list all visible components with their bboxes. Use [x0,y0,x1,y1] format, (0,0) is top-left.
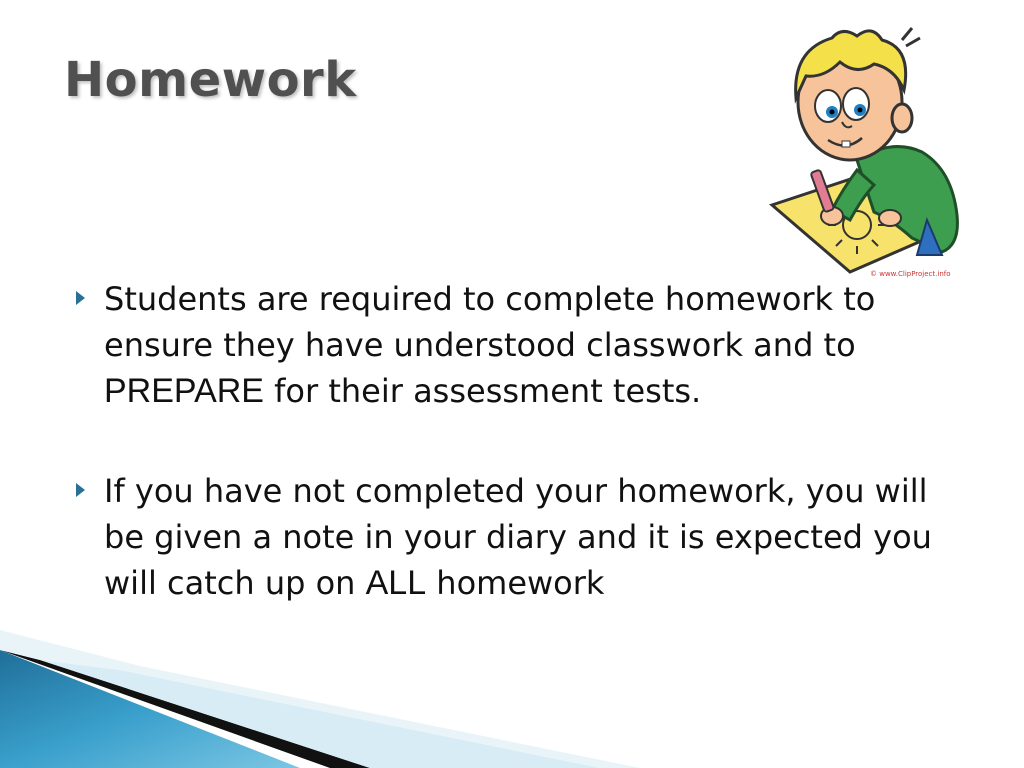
bullet-item [72,276,972,414]
bullet-list [72,276,972,660]
bullet-text: Students are required to complete homework to ensure they have understood classwork and to [104,280,876,364]
boy-drawing-clipart [762,20,972,282]
triangle-bullet-icon [76,291,85,305]
bullet-emphasis: PREPARE [104,372,264,410]
triangle-bullet-icon [76,483,85,497]
decorative-swoosh [0,630,1024,768]
bullet-text: for their assessment tests. [263,372,702,410]
bullet-text: homework [426,564,605,602]
slide-title: Homework [64,52,357,108]
image-credit: © www.ClipProject.info [870,270,951,278]
bullet-text: If you have not completed your homework, you will be given a note in your diary and it is expected you will catch up on [104,472,932,602]
bullet-item [72,468,972,606]
bullet-emphasis: ALL [365,564,427,602]
